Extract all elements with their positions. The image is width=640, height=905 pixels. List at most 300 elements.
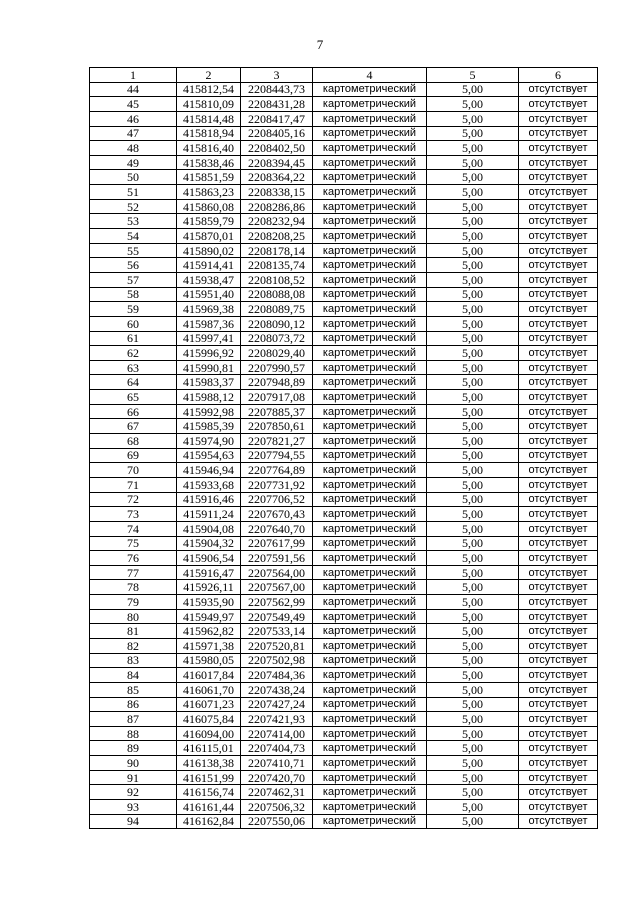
description-cell: отсутствует — [519, 682, 598, 697]
point-number-cell: 54 — [90, 229, 177, 244]
table-row — [90, 404, 598, 419]
point-number-cell: 84 — [90, 668, 177, 683]
table-body — [90, 82, 598, 829]
y-coordinate-cell: 2208108,52 — [241, 272, 313, 287]
description-cell: отсутствует — [519, 111, 598, 126]
table-row — [90, 360, 598, 375]
y-coordinate-cell: 2207764,89 — [241, 463, 313, 478]
description-cell: отсутствует — [519, 580, 598, 595]
y-coordinate-cell: 2208394,45 — [241, 155, 313, 170]
x-coordinate-cell: 415860,08 — [177, 199, 241, 214]
column-header: 4 — [313, 68, 427, 83]
x-coordinate-cell: 415938,47 — [177, 272, 241, 287]
accuracy-cell: 5,00 — [427, 302, 519, 317]
x-coordinate-cell: 415949,97 — [177, 609, 241, 624]
accuracy-cell: 5,00 — [427, 770, 519, 785]
accuracy-cell: 5,00 — [427, 141, 519, 156]
description-cell: отсутствует — [519, 185, 598, 200]
y-coordinate-cell: 2207917,08 — [241, 390, 313, 405]
method-cell: картометрический — [313, 580, 427, 595]
table-row — [90, 609, 598, 624]
x-coordinate-cell: 415990,81 — [177, 360, 241, 375]
description-cell: отсутствует — [519, 800, 598, 815]
accuracy-cell: 5,00 — [427, 712, 519, 727]
column-header: 5 — [427, 68, 519, 83]
accuracy-cell: 5,00 — [427, 682, 519, 697]
x-coordinate-cell: 415810,09 — [177, 97, 241, 112]
x-coordinate-cell: 415997,41 — [177, 331, 241, 346]
accuracy-cell: 5,00 — [427, 448, 519, 463]
point-number-cell: 71 — [90, 477, 177, 492]
description-cell: отсутствует — [519, 258, 598, 273]
description-cell: отсутствует — [519, 477, 598, 492]
description-cell: отсутствует — [519, 390, 598, 405]
table-row — [90, 155, 598, 170]
table-row — [90, 448, 598, 463]
method-cell: картометрический — [313, 229, 427, 244]
x-coordinate-cell: 415935,90 — [177, 595, 241, 610]
y-coordinate-cell: 2208402,50 — [241, 141, 313, 156]
method-cell: картометрический — [313, 785, 427, 800]
point-number-cell: 81 — [90, 624, 177, 639]
y-coordinate-cell: 2207427,24 — [241, 697, 313, 712]
y-coordinate-cell: 2207821,27 — [241, 434, 313, 449]
y-coordinate-cell: 2208338,15 — [241, 185, 313, 200]
point-number-cell: 74 — [90, 521, 177, 536]
point-number-cell: 61 — [90, 331, 177, 346]
method-cell: картометрический — [313, 97, 427, 112]
x-coordinate-cell: 415971,38 — [177, 638, 241, 653]
table-row — [90, 287, 598, 302]
accuracy-cell: 5,00 — [427, 287, 519, 302]
y-coordinate-cell: 2207562,99 — [241, 595, 313, 610]
description-cell: отсутствует — [519, 448, 598, 463]
point-number-cell: 49 — [90, 155, 177, 170]
table-row — [90, 536, 598, 551]
accuracy-cell: 5,00 — [427, 624, 519, 639]
x-coordinate-cell: 416075,84 — [177, 712, 241, 727]
description-cell: отсутствует — [519, 521, 598, 536]
table-row — [90, 390, 598, 405]
x-coordinate-cell: 415870,01 — [177, 229, 241, 244]
y-coordinate-cell: 2208088,08 — [241, 287, 313, 302]
table-row — [90, 682, 598, 697]
x-coordinate-cell: 415996,92 — [177, 346, 241, 361]
y-coordinate-cell: 2208089,75 — [241, 302, 313, 317]
method-cell: картометрический — [313, 390, 427, 405]
accuracy-cell: 5,00 — [427, 272, 519, 287]
table-row — [90, 185, 598, 200]
point-number-cell: 67 — [90, 419, 177, 434]
accuracy-cell: 5,00 — [427, 726, 519, 741]
method-cell: картометрический — [313, 243, 427, 258]
method-cell: картометрический — [313, 434, 427, 449]
x-coordinate-cell: 415980,05 — [177, 653, 241, 668]
point-number-cell: 59 — [90, 302, 177, 317]
x-coordinate-cell: 415916,47 — [177, 565, 241, 580]
y-coordinate-cell: 2208208,25 — [241, 229, 313, 244]
x-coordinate-cell: 415904,08 — [177, 521, 241, 536]
x-coordinate-cell: 415859,79 — [177, 214, 241, 229]
description-cell: отсутствует — [519, 141, 598, 156]
method-cell: картометрический — [313, 419, 427, 434]
point-number-cell: 65 — [90, 390, 177, 405]
point-number-cell: 75 — [90, 536, 177, 551]
accuracy-cell: 5,00 — [427, 741, 519, 756]
description-cell: отсутствует — [519, 346, 598, 361]
x-coordinate-cell: 416017,84 — [177, 668, 241, 683]
accuracy-cell: 5,00 — [427, 185, 519, 200]
point-number-cell: 88 — [90, 726, 177, 741]
table-row — [90, 492, 598, 507]
method-cell: картометрический — [313, 565, 427, 580]
accuracy-cell: 5,00 — [427, 360, 519, 375]
accuracy-cell: 5,00 — [427, 492, 519, 507]
method-cell: картометрический — [313, 111, 427, 126]
x-coordinate-cell: 415985,39 — [177, 419, 241, 434]
accuracy-cell: 5,00 — [427, 243, 519, 258]
table-row — [90, 111, 598, 126]
method-cell: картометрический — [313, 375, 427, 390]
description-cell: отсутствует — [519, 214, 598, 229]
description-cell: отсутствует — [519, 536, 598, 551]
point-number-cell: 91 — [90, 770, 177, 785]
method-cell: картометрический — [313, 141, 427, 156]
accuracy-cell: 5,00 — [427, 668, 519, 683]
method-cell: картометрический — [313, 287, 427, 302]
method-cell: картометрический — [313, 697, 427, 712]
table-row — [90, 712, 598, 727]
x-coordinate-cell: 415904,32 — [177, 536, 241, 551]
point-number-cell: 92 — [90, 785, 177, 800]
description-cell: отсутствует — [519, 814, 598, 829]
y-coordinate-cell: 2207990,57 — [241, 360, 313, 375]
table-row — [90, 595, 598, 610]
table-row — [90, 726, 598, 741]
x-coordinate-cell: 416094,00 — [177, 726, 241, 741]
method-cell: картометрический — [313, 463, 427, 478]
x-coordinate-cell: 416138,38 — [177, 756, 241, 771]
point-number-cell: 94 — [90, 814, 177, 829]
description-cell: отсутствует — [519, 375, 598, 390]
x-coordinate-cell: 415851,59 — [177, 170, 241, 185]
point-number-cell: 48 — [90, 141, 177, 156]
point-number-cell: 62 — [90, 346, 177, 361]
x-coordinate-cell: 415814,48 — [177, 111, 241, 126]
table-row — [90, 434, 598, 449]
description-cell: отсутствует — [519, 507, 598, 522]
x-coordinate-cell: 415988,12 — [177, 390, 241, 405]
x-coordinate-cell: 415962,82 — [177, 624, 241, 639]
table-row — [90, 785, 598, 800]
table-row — [90, 199, 598, 214]
method-cell: картометрический — [313, 712, 427, 727]
column-header: 2 — [177, 68, 241, 83]
y-coordinate-cell: 2208090,12 — [241, 316, 313, 331]
accuracy-cell: 5,00 — [427, 580, 519, 595]
method-cell: картометрический — [313, 741, 427, 756]
method-cell: картометрический — [313, 726, 427, 741]
description-cell: отсутствует — [519, 243, 598, 258]
method-cell: картометрический — [313, 595, 427, 610]
method-cell: картометрический — [313, 360, 427, 375]
y-coordinate-cell: 2207533,14 — [241, 624, 313, 639]
point-number-cell: 55 — [90, 243, 177, 258]
x-coordinate-cell: 415954,63 — [177, 448, 241, 463]
y-coordinate-cell: 2208431,28 — [241, 97, 313, 112]
accuracy-cell: 5,00 — [427, 82, 519, 97]
description-cell: отсутствует — [519, 302, 598, 317]
x-coordinate-cell: 415983,37 — [177, 375, 241, 390]
accuracy-cell: 5,00 — [427, 551, 519, 566]
y-coordinate-cell: 2208443,73 — [241, 82, 313, 97]
method-cell: картометрический — [313, 272, 427, 287]
table-row — [90, 170, 598, 185]
accuracy-cell: 5,00 — [427, 375, 519, 390]
point-number-cell: 72 — [90, 492, 177, 507]
table-row — [90, 741, 598, 756]
point-number-cell: 44 — [90, 82, 177, 97]
description-cell: отсутствует — [519, 360, 598, 375]
y-coordinate-cell: 2207850,61 — [241, 419, 313, 434]
x-coordinate-cell: 415987,36 — [177, 316, 241, 331]
method-cell: картометрический — [313, 492, 427, 507]
description-cell: отсутствует — [519, 697, 598, 712]
description-cell: отсутствует — [519, 785, 598, 800]
description-cell: отсутствует — [519, 287, 598, 302]
x-coordinate-cell: 415933,68 — [177, 477, 241, 492]
table-row — [90, 126, 598, 141]
x-coordinate-cell: 415946,94 — [177, 463, 241, 478]
y-coordinate-cell: 2207414,00 — [241, 726, 313, 741]
method-cell: картометрический — [313, 609, 427, 624]
description-cell: отсутствует — [519, 741, 598, 756]
x-coordinate-cell: 415906,54 — [177, 551, 241, 566]
point-number-cell: 89 — [90, 741, 177, 756]
table-row — [90, 258, 598, 273]
accuracy-cell: 5,00 — [427, 595, 519, 610]
column-header: 6 — [519, 68, 598, 83]
description-cell: отсутствует — [519, 97, 598, 112]
description-cell: отсутствует — [519, 126, 598, 141]
accuracy-cell: 5,00 — [427, 111, 519, 126]
y-coordinate-cell: 2207794,55 — [241, 448, 313, 463]
method-cell: картометрический — [313, 316, 427, 331]
accuracy-cell: 5,00 — [427, 756, 519, 771]
point-number-cell: 90 — [90, 756, 177, 771]
description-cell: отсутствует — [519, 624, 598, 639]
method-cell: картометрический — [313, 536, 427, 551]
table-row — [90, 756, 598, 771]
y-coordinate-cell: 2208417,47 — [241, 111, 313, 126]
x-coordinate-cell: 416061,70 — [177, 682, 241, 697]
x-coordinate-cell: 415818,94 — [177, 126, 241, 141]
accuracy-cell: 5,00 — [427, 214, 519, 229]
method-cell: картометрический — [313, 800, 427, 815]
x-coordinate-cell: 415890,02 — [177, 243, 241, 258]
point-number-cell: 68 — [90, 434, 177, 449]
table-row — [90, 302, 598, 317]
x-coordinate-cell: 415816,40 — [177, 141, 241, 156]
x-coordinate-cell: 415974,90 — [177, 434, 241, 449]
point-number-cell: 63 — [90, 360, 177, 375]
accuracy-cell: 5,00 — [427, 814, 519, 829]
method-cell: картометрический — [313, 170, 427, 185]
table-row — [90, 800, 598, 815]
method-cell: картометрический — [313, 477, 427, 492]
table-row — [90, 316, 598, 331]
method-cell: картометрический — [313, 448, 427, 463]
table-row — [90, 551, 598, 566]
method-cell: картометрический — [313, 521, 427, 536]
table-row — [90, 463, 598, 478]
description-cell: отсутствует — [519, 155, 598, 170]
x-coordinate-cell: 416161,44 — [177, 800, 241, 815]
point-number-cell: 46 — [90, 111, 177, 126]
accuracy-cell: 5,00 — [427, 536, 519, 551]
y-coordinate-cell: 2208178,14 — [241, 243, 313, 258]
point-number-cell: 50 — [90, 170, 177, 185]
y-coordinate-cell: 2207420,70 — [241, 770, 313, 785]
table-row — [90, 243, 598, 258]
accuracy-cell: 5,00 — [427, 331, 519, 346]
accuracy-cell: 5,00 — [427, 97, 519, 112]
y-coordinate-cell: 2207564,00 — [241, 565, 313, 580]
accuracy-cell: 5,00 — [427, 229, 519, 244]
method-cell: картометрический — [313, 624, 427, 639]
table-row — [90, 814, 598, 829]
y-coordinate-cell: 2207410,71 — [241, 756, 313, 771]
y-coordinate-cell: 2208029,40 — [241, 346, 313, 361]
accuracy-cell: 5,00 — [427, 170, 519, 185]
x-coordinate-cell: 415863,23 — [177, 185, 241, 200]
table-row — [90, 375, 598, 390]
method-cell: картометрический — [313, 756, 427, 771]
accuracy-cell: 5,00 — [427, 258, 519, 273]
table-row — [90, 770, 598, 785]
description-cell: отсутствует — [519, 434, 598, 449]
accuracy-cell: 5,00 — [427, 155, 519, 170]
description-cell: отсутствует — [519, 638, 598, 653]
point-number-cell: 66 — [90, 404, 177, 419]
table-row — [90, 82, 598, 97]
description-cell: отсутствует — [519, 565, 598, 580]
x-coordinate-cell: 416115,01 — [177, 741, 241, 756]
table-row — [90, 477, 598, 492]
method-cell: картометрический — [313, 346, 427, 361]
description-cell: отсутствует — [519, 492, 598, 507]
y-coordinate-cell: 2207506,32 — [241, 800, 313, 815]
y-coordinate-cell: 2207438,24 — [241, 682, 313, 697]
y-coordinate-cell: 2207885,37 — [241, 404, 313, 419]
point-number-cell: 86 — [90, 697, 177, 712]
description-cell: отсутствует — [519, 653, 598, 668]
x-coordinate-cell: 415926,11 — [177, 580, 241, 595]
y-coordinate-cell: 2207617,99 — [241, 536, 313, 551]
y-coordinate-cell: 2207421,93 — [241, 712, 313, 727]
accuracy-cell: 5,00 — [427, 346, 519, 361]
description-cell: отсутствует — [519, 82, 598, 97]
x-coordinate-cell: 416162,84 — [177, 814, 241, 829]
x-coordinate-cell: 415969,38 — [177, 302, 241, 317]
method-cell: картометрический — [313, 331, 427, 346]
y-coordinate-cell: 2208135,74 — [241, 258, 313, 273]
y-coordinate-cell: 2207640,70 — [241, 521, 313, 536]
description-cell: отсутствует — [519, 419, 598, 434]
table-row — [90, 141, 598, 156]
method-cell: картометрический — [313, 638, 427, 653]
y-coordinate-cell: 2207502,98 — [241, 653, 313, 668]
accuracy-cell: 5,00 — [427, 653, 519, 668]
x-coordinate-cell: 415838,46 — [177, 155, 241, 170]
table-row — [90, 507, 598, 522]
point-number-cell: 83 — [90, 653, 177, 668]
y-coordinate-cell: 2207567,00 — [241, 580, 313, 595]
description-cell: отсутствует — [519, 199, 598, 214]
point-number-cell: 56 — [90, 258, 177, 273]
accuracy-cell: 5,00 — [427, 404, 519, 419]
description-cell: отсутствует — [519, 272, 598, 287]
x-coordinate-cell: 415916,46 — [177, 492, 241, 507]
x-coordinate-cell: 415914,41 — [177, 258, 241, 273]
y-coordinate-cell: 2207484,36 — [241, 668, 313, 683]
y-coordinate-cell: 2208405,16 — [241, 126, 313, 141]
method-cell: картометрический — [313, 302, 427, 317]
table-row — [90, 697, 598, 712]
table-row — [90, 521, 598, 536]
description-cell: отсутствует — [519, 668, 598, 683]
point-number-cell: 78 — [90, 580, 177, 595]
point-number-cell: 80 — [90, 609, 177, 624]
method-cell: картометрический — [313, 82, 427, 97]
y-coordinate-cell: 2208232,94 — [241, 214, 313, 229]
table-header-row — [90, 68, 598, 83]
point-number-cell: 57 — [90, 272, 177, 287]
y-coordinate-cell: 2208073,72 — [241, 331, 313, 346]
accuracy-cell: 5,00 — [427, 785, 519, 800]
description-cell: отсутствует — [519, 404, 598, 419]
y-coordinate-cell: 2207462,31 — [241, 785, 313, 800]
column-header: 1 — [90, 68, 177, 83]
point-number-cell: 69 — [90, 448, 177, 463]
y-coordinate-cell: 2207948,89 — [241, 375, 313, 390]
description-cell: отсутствует — [519, 229, 598, 244]
y-coordinate-cell: 2208364,22 — [241, 170, 313, 185]
accuracy-cell: 5,00 — [427, 390, 519, 405]
y-coordinate-cell: 2208286,86 — [241, 199, 313, 214]
accuracy-cell: 5,00 — [427, 609, 519, 624]
description-cell: отсутствует — [519, 609, 598, 624]
method-cell: картометрический — [313, 682, 427, 697]
table-row — [90, 214, 598, 229]
description-cell: отсутствует — [519, 726, 598, 741]
point-number-cell: 64 — [90, 375, 177, 390]
table-row — [90, 346, 598, 361]
point-number-cell: 70 — [90, 463, 177, 478]
description-cell: отсутствует — [519, 463, 598, 478]
method-cell: картометрический — [313, 551, 427, 566]
method-cell: картометрический — [313, 185, 427, 200]
point-number-cell: 45 — [90, 97, 177, 112]
y-coordinate-cell: 2207404,73 — [241, 741, 313, 756]
point-number-cell: 85 — [90, 682, 177, 697]
accuracy-cell: 5,00 — [427, 507, 519, 522]
description-cell: отсутствует — [519, 551, 598, 566]
table-row — [90, 419, 598, 434]
table-row — [90, 668, 598, 683]
accuracy-cell: 5,00 — [427, 565, 519, 580]
x-coordinate-cell: 415911,24 — [177, 507, 241, 522]
